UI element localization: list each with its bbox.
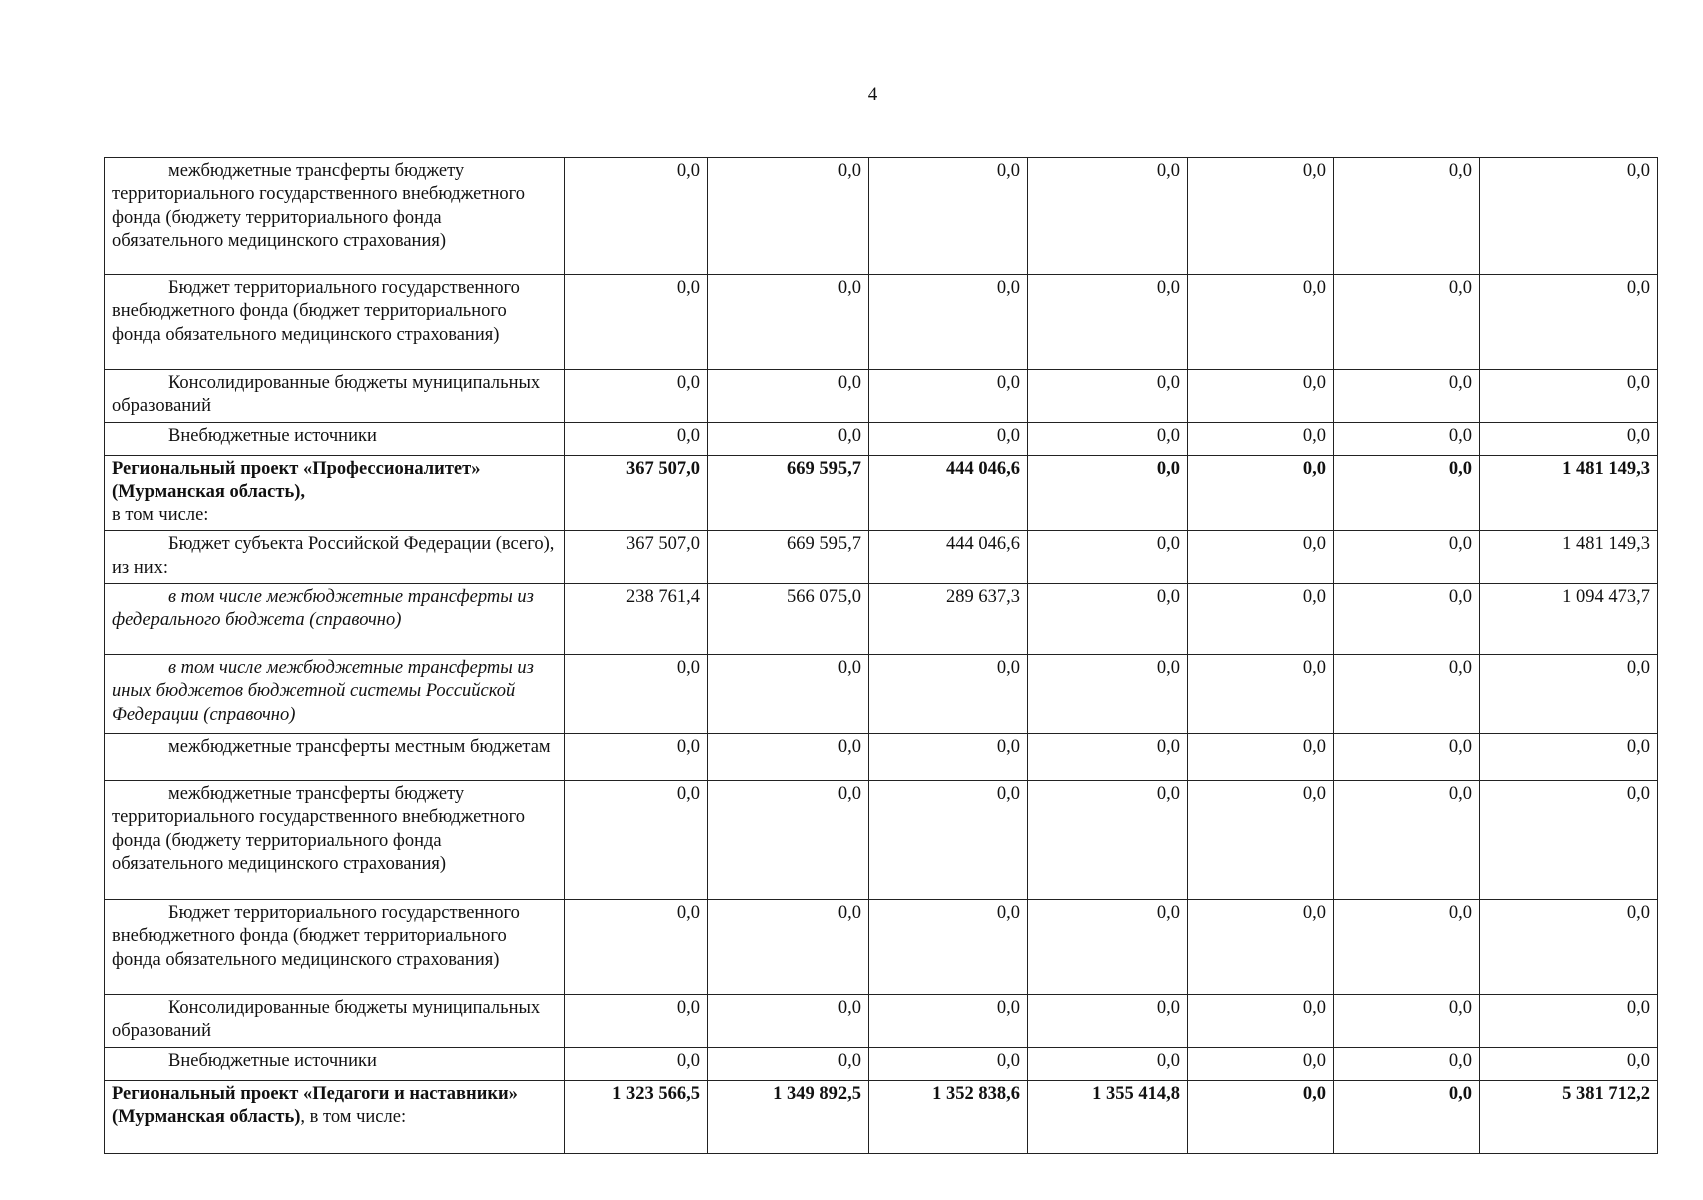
value-cell: 0,0 <box>708 422 869 455</box>
value-cell: 0,0 <box>1480 781 1658 900</box>
value-cell: 0,0 <box>1334 158 1480 275</box>
value-cell: 0,0 <box>565 422 708 455</box>
value-cell: 0,0 <box>1334 900 1480 995</box>
value-cell: 0,0 <box>1028 370 1188 423</box>
row-label: Консолидированные бюджеты муниципальных образований <box>105 995 565 1048</box>
table-row <box>105 275 1658 370</box>
value-cell: 0,0 <box>708 158 869 275</box>
value-cell: 0,0 <box>1480 655 1658 734</box>
value-cell: 0,0 <box>1188 370 1334 423</box>
value-cell: 0,0 <box>1188 1081 1334 1154</box>
row-label: межбюджетные трансферты бюджету территориального государственного внебюджетного фонда (бюджету территориального фонда обязательного медицинского страхования) <box>105 781 565 900</box>
row-label: Консолидированные бюджеты муниципальных образований <box>105 370 565 423</box>
table-row <box>105 995 1658 1048</box>
table-row <box>105 370 1658 423</box>
row-label: Бюджет субъекта Российской Федерации (всего), из них: <box>105 531 565 584</box>
value-cell: 0,0 <box>565 275 708 370</box>
value-cell: 0,0 <box>869 422 1028 455</box>
value-cell: 1 481 149,3 <box>1480 455 1658 531</box>
value-cell: 1 355 414,8 <box>1028 1081 1188 1154</box>
value-cell: 0,0 <box>1334 275 1480 370</box>
value-cell: 0,0 <box>708 781 869 900</box>
value-cell: 0,0 <box>1028 734 1188 781</box>
value-cell: 0,0 <box>565 900 708 995</box>
budget-table <box>104 157 1658 1154</box>
value-cell: 0,0 <box>869 900 1028 995</box>
value-cell: 0,0 <box>869 781 1028 900</box>
value-cell: 0,0 <box>708 734 869 781</box>
value-cell: 0,0 <box>1188 455 1334 531</box>
value-cell: 0,0 <box>869 1048 1028 1081</box>
table-row <box>105 584 1658 655</box>
table-row <box>105 422 1658 455</box>
value-cell: 1 481 149,3 <box>1480 531 1658 584</box>
value-cell: 0,0 <box>565 1048 708 1081</box>
value-cell: 0,0 <box>1480 370 1658 423</box>
value-cell: 0,0 <box>1188 531 1334 584</box>
table-row <box>105 734 1658 781</box>
value-cell: 0,0 <box>565 734 708 781</box>
row-label: Внебюджетные источники <box>105 422 565 455</box>
value-cell: 0,0 <box>1334 1081 1480 1154</box>
value-cell: 0,0 <box>869 734 1028 781</box>
value-cell: 0,0 <box>1188 734 1334 781</box>
value-cell: 0,0 <box>1480 734 1658 781</box>
value-cell: 0,0 <box>1480 995 1658 1048</box>
value-cell: 0,0 <box>708 370 869 423</box>
row-label: межбюджетные трансферты местным бюджетам <box>105 734 565 781</box>
value-cell: 444 046,6 <box>869 455 1028 531</box>
value-cell: 0,0 <box>565 655 708 734</box>
table-row <box>105 655 1658 734</box>
value-cell: 0,0 <box>565 370 708 423</box>
row-label-suffix: , в том числе: <box>300 1107 407 1128</box>
value-cell: 0,0 <box>565 158 708 275</box>
value-cell: 444 046,6 <box>869 531 1028 584</box>
value-cell: 0,0 <box>1188 655 1334 734</box>
value-cell: 669 595,7 <box>708 455 869 531</box>
value-cell: 0,0 <box>1188 158 1334 275</box>
value-cell: 0,0 <box>1028 655 1188 734</box>
value-cell: 0,0 <box>1188 422 1334 455</box>
value-cell: 0,0 <box>869 158 1028 275</box>
value-cell: 1 349 892,5 <box>708 1081 869 1154</box>
value-cell: 0,0 <box>1334 422 1480 455</box>
value-cell: 367 507,0 <box>565 531 708 584</box>
value-cell: 367 507,0 <box>565 455 708 531</box>
value-cell: 0,0 <box>1028 455 1188 531</box>
value-cell: 0,0 <box>708 995 869 1048</box>
value-cell: 0,0 <box>565 781 708 900</box>
value-cell: 0,0 <box>708 655 869 734</box>
value-cell: 0,0 <box>1028 158 1188 275</box>
value-cell: 5 381 712,2 <box>1480 1081 1658 1154</box>
value-cell: 238 761,4 <box>565 584 708 655</box>
value-cell: 0,0 <box>1188 1048 1334 1081</box>
table-row <box>105 781 1658 900</box>
value-cell: 0,0 <box>1028 275 1188 370</box>
value-cell: 0,0 <box>1188 781 1334 900</box>
value-cell: 0,0 <box>1334 455 1480 531</box>
value-cell: 0,0 <box>1188 584 1334 655</box>
value-cell: 0,0 <box>708 1048 869 1081</box>
value-cell: 0,0 <box>1028 781 1188 900</box>
row-label <box>105 455 565 531</box>
value-cell: 0,0 <box>1334 655 1480 734</box>
page-number: 4 <box>867 84 878 105</box>
value-cell: 0,0 <box>1334 781 1480 900</box>
value-cell: 0,0 <box>1028 584 1188 655</box>
value-cell: 0,0 <box>565 995 708 1048</box>
value-cell: 0,0 <box>1188 275 1334 370</box>
row-label: Бюджет территориального государственного внебюджетного фонда (бюджет территориального фонда обязательного медицинского страхования) <box>105 900 565 995</box>
value-cell: 0,0 <box>1334 734 1480 781</box>
value-cell: 0,0 <box>1028 995 1188 1048</box>
value-cell: 1 094 473,7 <box>1480 584 1658 655</box>
value-cell: 0,0 <box>869 655 1028 734</box>
row-label <box>105 1081 565 1154</box>
table-row <box>105 158 1658 275</box>
row-label: в том числе межбюджетные трансферты из федерального бюджета (справочно) <box>105 584 565 655</box>
value-cell: 0,0 <box>1480 158 1658 275</box>
value-cell: 0,0 <box>1028 900 1188 995</box>
value-cell: 1 323 566,5 <box>565 1081 708 1154</box>
value-cell: 0,0 <box>869 370 1028 423</box>
row-label: межбюджетные трансферты бюджету территориального государственного внебюджетного фонда (бюджету территориального фонда обязательного медицинского страхования) <box>105 158 565 275</box>
row-label-suffix: в том числе: <box>112 505 209 526</box>
value-cell: 566 075,0 <box>708 584 869 655</box>
value-cell: 0,0 <box>1334 995 1480 1048</box>
value-cell: 0,0 <box>1028 422 1188 455</box>
project-title: Региональный проект «Педагоги и наставники» (Мурманская область) <box>112 1084 518 1128</box>
value-cell: 0,0 <box>1334 584 1480 655</box>
value-cell: 0,0 <box>1334 531 1480 584</box>
table-row <box>105 455 1658 531</box>
value-cell: 0,0 <box>1334 1048 1480 1081</box>
value-cell: 0,0 <box>1028 1048 1188 1081</box>
value-cell: 0,0 <box>708 900 869 995</box>
value-cell: 0,0 <box>1334 370 1480 423</box>
row-label: в том числе межбюджетные трансферты из иных бюджетов бюджетной системы Российской Федерации (справочно) <box>105 655 565 734</box>
value-cell: 0,0 <box>1188 995 1334 1048</box>
row-label: Бюджет территориального государственного внебюджетного фонда (бюджет территориального фонда обязательного медицинского страхования) <box>105 275 565 370</box>
value-cell: 0,0 <box>1480 422 1658 455</box>
table-row <box>105 1048 1658 1081</box>
value-cell: 0,0 <box>1480 275 1658 370</box>
value-cell: 289 637,3 <box>869 584 1028 655</box>
table-row <box>105 531 1658 584</box>
value-cell: 0,0 <box>1480 1048 1658 1081</box>
value-cell: 0,0 <box>708 275 869 370</box>
project-title: Региональный проект «Профессионалитет» (Мурманская область), <box>112 458 481 502</box>
value-cell: 669 595,7 <box>708 531 869 584</box>
value-cell: 0,0 <box>1480 900 1658 995</box>
value-cell: 0,0 <box>869 995 1028 1048</box>
value-cell: 0,0 <box>1188 900 1334 995</box>
value-cell: 0,0 <box>869 275 1028 370</box>
table-row <box>105 900 1658 995</box>
value-cell: 0,0 <box>1028 531 1188 584</box>
value-cell: 1 352 838,6 <box>869 1081 1028 1154</box>
table-row <box>105 1081 1658 1154</box>
row-label: Внебюджетные источники <box>105 1048 565 1081</box>
